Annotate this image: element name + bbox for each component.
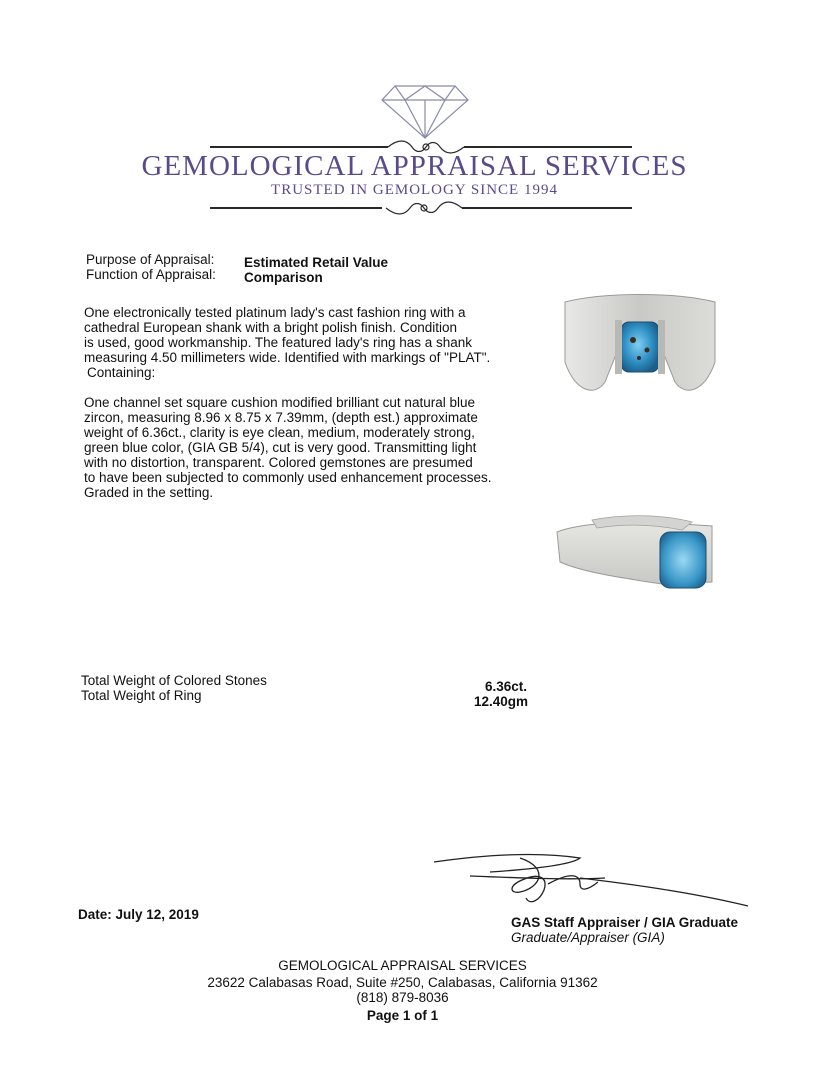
function-label: Function of Appraisal:	[86, 267, 216, 282]
stone-description-line: Graded in the setting.	[84, 485, 214, 500]
total-ring-label: Total Weight of Ring	[81, 688, 202, 703]
flourish-bottom-icon	[384, 198, 464, 218]
footer-phone: (818) 879-8036	[356, 990, 449, 1005]
appraiser-title: GAS Staff Appraiser / GIA Graduate	[511, 915, 739, 930]
stone-description-line: with no distortion, transparent. Colored gemstones are presumed	[84, 455, 473, 470]
appraiser-signature	[430, 848, 750, 910]
brand-tagline: TRUSTED IN GEMOLOGY SINCE 1994	[271, 182, 558, 198]
stone-description	[84, 395, 514, 500]
stone-description-line: green blue color, (GIA GB 5/4), cut is very good. Transmitting light	[84, 440, 477, 455]
stone-description-line: zircon, measuring 8.96 x 8.75 x 7.39mm, (depth est.) approximate	[84, 410, 478, 425]
footer-company: GEMOLOGICAL APPRAISAL SERVICES	[278, 958, 527, 973]
total-ring-value: 12.40gm	[474, 694, 529, 709]
ring-description-line: is used, good workmanship. The featured lady's ring has a shank	[84, 335, 473, 350]
header-bottom-rule	[210, 207, 382, 209]
ring-photo-side	[552, 512, 717, 592]
stone-description-line: One channel set square cushion modified brilliant cut natural blue	[84, 395, 475, 410]
page-number: Page 1 of 1	[366, 1008, 439, 1023]
ring-description-line: cathedral European shank with a bright polish finish. Condition	[84, 320, 457, 335]
purpose-value: Estimated Retail Value	[244, 255, 389, 270]
stone-description-line: to have been subjected to commonly used enhancement processes.	[84, 470, 492, 485]
header-bottom-rule-right	[462, 207, 632, 209]
brand-name: GEMOLOGICAL APPRAISAL SERVICES	[141, 150, 688, 182]
ring-photo-front	[555, 292, 725, 402]
total-colored-label: Total Weight of Colored Stones	[81, 673, 267, 688]
header-top-rule	[210, 146, 388, 148]
appraisal-date: Date: July 12, 2019	[78, 907, 199, 922]
ring-description-line: Containing:	[87, 365, 156, 380]
footer-address: 23622 Calabasas Road, Suite #250, Calabasas, California 91362	[207, 975, 598, 990]
total-colored-value: 6.36ct.	[485, 679, 528, 694]
ring-description-line: One electronically tested platinum lady's cast fashion ring with a	[84, 305, 466, 320]
stone-description-line: weight of 6.36ct., clarity is eye clean, medium, moderately strong,	[84, 425, 475, 440]
ring-description-line: measuring 4.50 millimeters wide. Identified with markings of "PLAT".	[84, 350, 491, 365]
purpose-label: Purpose of Appraisal:	[86, 252, 215, 267]
diamond-logo-icon	[380, 80, 470, 140]
header-top-rule-right	[464, 146, 632, 148]
appraiser-subtitle: Graduate/Appraiser (GIA)	[511, 930, 665, 945]
ring-description	[84, 305, 504, 380]
function-value: Comparison	[244, 270, 323, 285]
